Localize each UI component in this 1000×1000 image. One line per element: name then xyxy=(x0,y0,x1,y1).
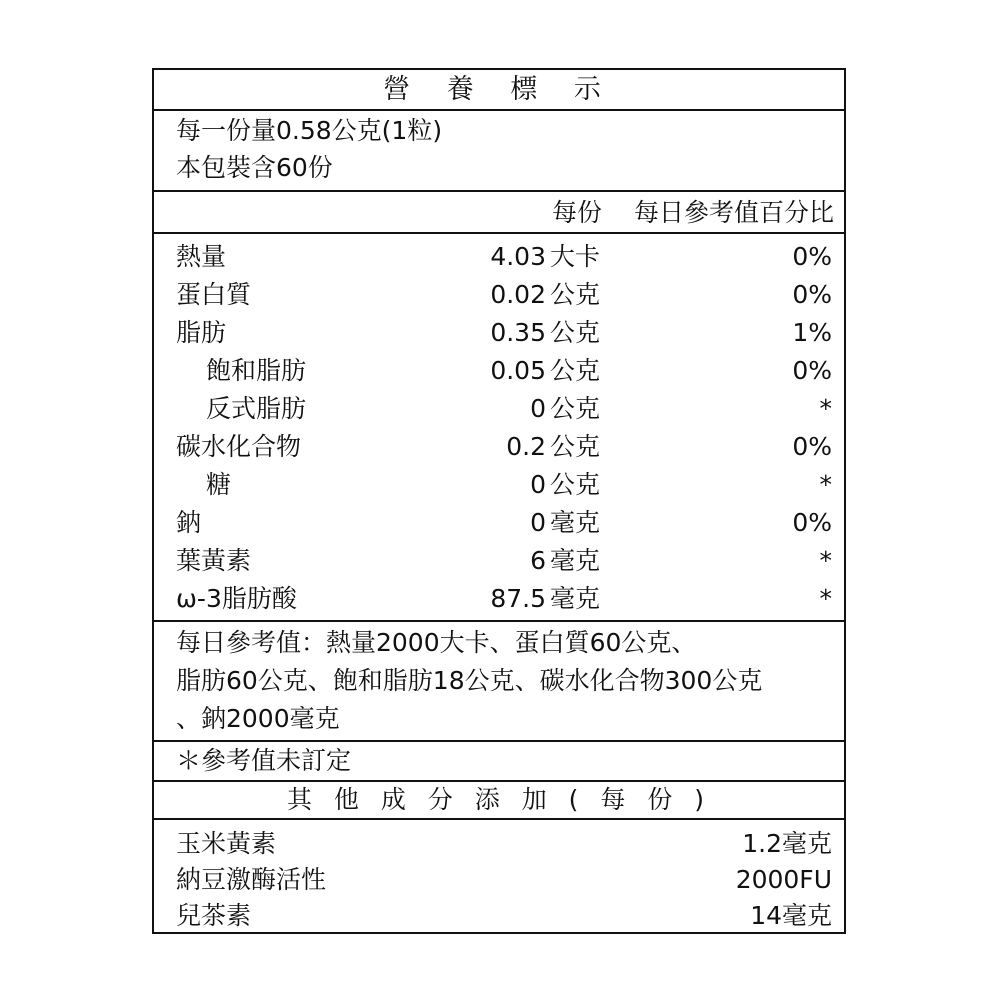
divider xyxy=(154,109,844,111)
nutrient-row-calories xyxy=(154,238,844,276)
nutrient-daily-pct: * xyxy=(819,584,832,613)
nutrient-amount: 0.35 xyxy=(490,318,546,347)
nutrient-name: 熱量 xyxy=(176,242,227,271)
nutrient-unit: 公克 xyxy=(550,280,601,309)
nutrient-name: 葉黃素 xyxy=(176,546,252,575)
nutrient-row-lutein xyxy=(154,542,844,580)
nutrient-name: 蛋白質 xyxy=(176,280,252,309)
additive-row-nattokinase xyxy=(154,862,844,900)
additive-name: 納豆激酶活性 xyxy=(176,865,327,894)
nutrient-row-carbohydrate xyxy=(154,428,844,466)
nutrient-daily-pct: 1% xyxy=(792,318,832,347)
additive-name: 玉米黃素 xyxy=(176,829,277,858)
additive-value: 14毫克 xyxy=(750,901,832,930)
nutrient-row-sugar xyxy=(154,466,844,504)
nutrient-row-fat xyxy=(154,314,844,352)
nutrient-amount: 6 xyxy=(530,546,546,575)
nutrient-row-protein xyxy=(154,276,844,314)
nutrient-name: 反式脂肪 xyxy=(206,394,307,423)
nutrient-amount: 0.2 xyxy=(506,432,546,461)
nutrient-row-trans-fat xyxy=(154,390,844,428)
nutrient-daily-pct: * xyxy=(819,546,832,575)
nutrient-name: 飽和脂肪 xyxy=(206,356,307,385)
nutrient-unit: 大卡 xyxy=(550,242,601,271)
footnote: ＊參考值未訂定 xyxy=(176,746,352,775)
nutrient-name: 鈉 xyxy=(176,508,202,537)
nutrient-amount: 0.05 xyxy=(490,356,546,385)
nutrient-daily-pct: 0% xyxy=(792,356,832,385)
divider xyxy=(154,620,844,622)
nutrient-name: 脂肪 xyxy=(176,318,227,347)
additives-title: 其 他 成 分 添 加 ( 每 份 ) xyxy=(286,785,712,814)
daily-reference-line-3: 、鈉2000毫克 xyxy=(176,704,340,733)
nutrient-unit: 毫克 xyxy=(550,584,601,613)
nutrient-daily-pct: 0% xyxy=(792,432,832,461)
nutrient-amount: 87.5 xyxy=(490,584,546,613)
nutrient-unit: 公克 xyxy=(550,470,601,499)
nutrient-amount: 0 xyxy=(530,470,546,499)
nutrient-daily-pct: 0% xyxy=(792,280,832,309)
nutrient-name: 碳水化合物 xyxy=(176,432,302,461)
daily-reference-line-1: 每日參考值：熱量2000大卡、蛋白質60公克、 xyxy=(176,628,697,657)
servings-per-pack: 本包裝含60份 xyxy=(176,153,333,182)
nutrient-row-sodium xyxy=(154,504,844,542)
additive-value: 1.2毫克 xyxy=(742,829,832,858)
nutrient-unit: 公克 xyxy=(550,318,601,347)
nutrient-row-saturated-fat xyxy=(154,352,844,390)
additive-row-zeaxanthin xyxy=(154,826,844,864)
nutrient-daily-pct: * xyxy=(819,394,832,423)
nutrient-name: ω-3脂肪酸 xyxy=(176,584,297,613)
additive-name: 兒茶素 xyxy=(176,901,252,930)
nutrient-daily-pct: 0% xyxy=(792,242,832,271)
nutrient-unit: 毫克 xyxy=(550,508,601,537)
nutrient-daily-pct: 0% xyxy=(792,508,832,537)
label-title: 營 養 標 示 xyxy=(383,74,615,105)
nutrient-unit: 公克 xyxy=(550,394,601,423)
nutrient-unit: 公克 xyxy=(550,356,601,385)
nutrient-unit: 毫克 xyxy=(550,546,601,575)
nutrient-amount: 0.02 xyxy=(490,280,546,309)
nutrient-unit: 公克 xyxy=(550,432,601,461)
nutrition-label xyxy=(152,68,846,934)
additive-row-catechin xyxy=(154,898,844,936)
nutrient-row-omega3 xyxy=(154,580,844,618)
serving-size: 每一份量0.58公克(1粒) xyxy=(176,116,443,145)
divider xyxy=(154,190,844,192)
nutrient-amount: 0 xyxy=(530,394,546,423)
nutrient-amount: 0 xyxy=(530,508,546,537)
nutrient-name: 糖 xyxy=(206,470,232,499)
divider xyxy=(154,818,844,820)
daily-reference-line-2: 脂肪60公克、飽和脂肪18公克、碳水化合物300公克 xyxy=(176,666,763,695)
nutrient-daily-pct: * xyxy=(819,470,832,499)
nutrient-amount: 4.03 xyxy=(490,242,546,271)
column-header-per-serving: 每份 xyxy=(552,198,603,227)
column-header-daily-value: 每日參考值百分比 xyxy=(633,198,834,227)
additive-value: 2000FU xyxy=(735,865,832,894)
divider xyxy=(154,232,844,234)
